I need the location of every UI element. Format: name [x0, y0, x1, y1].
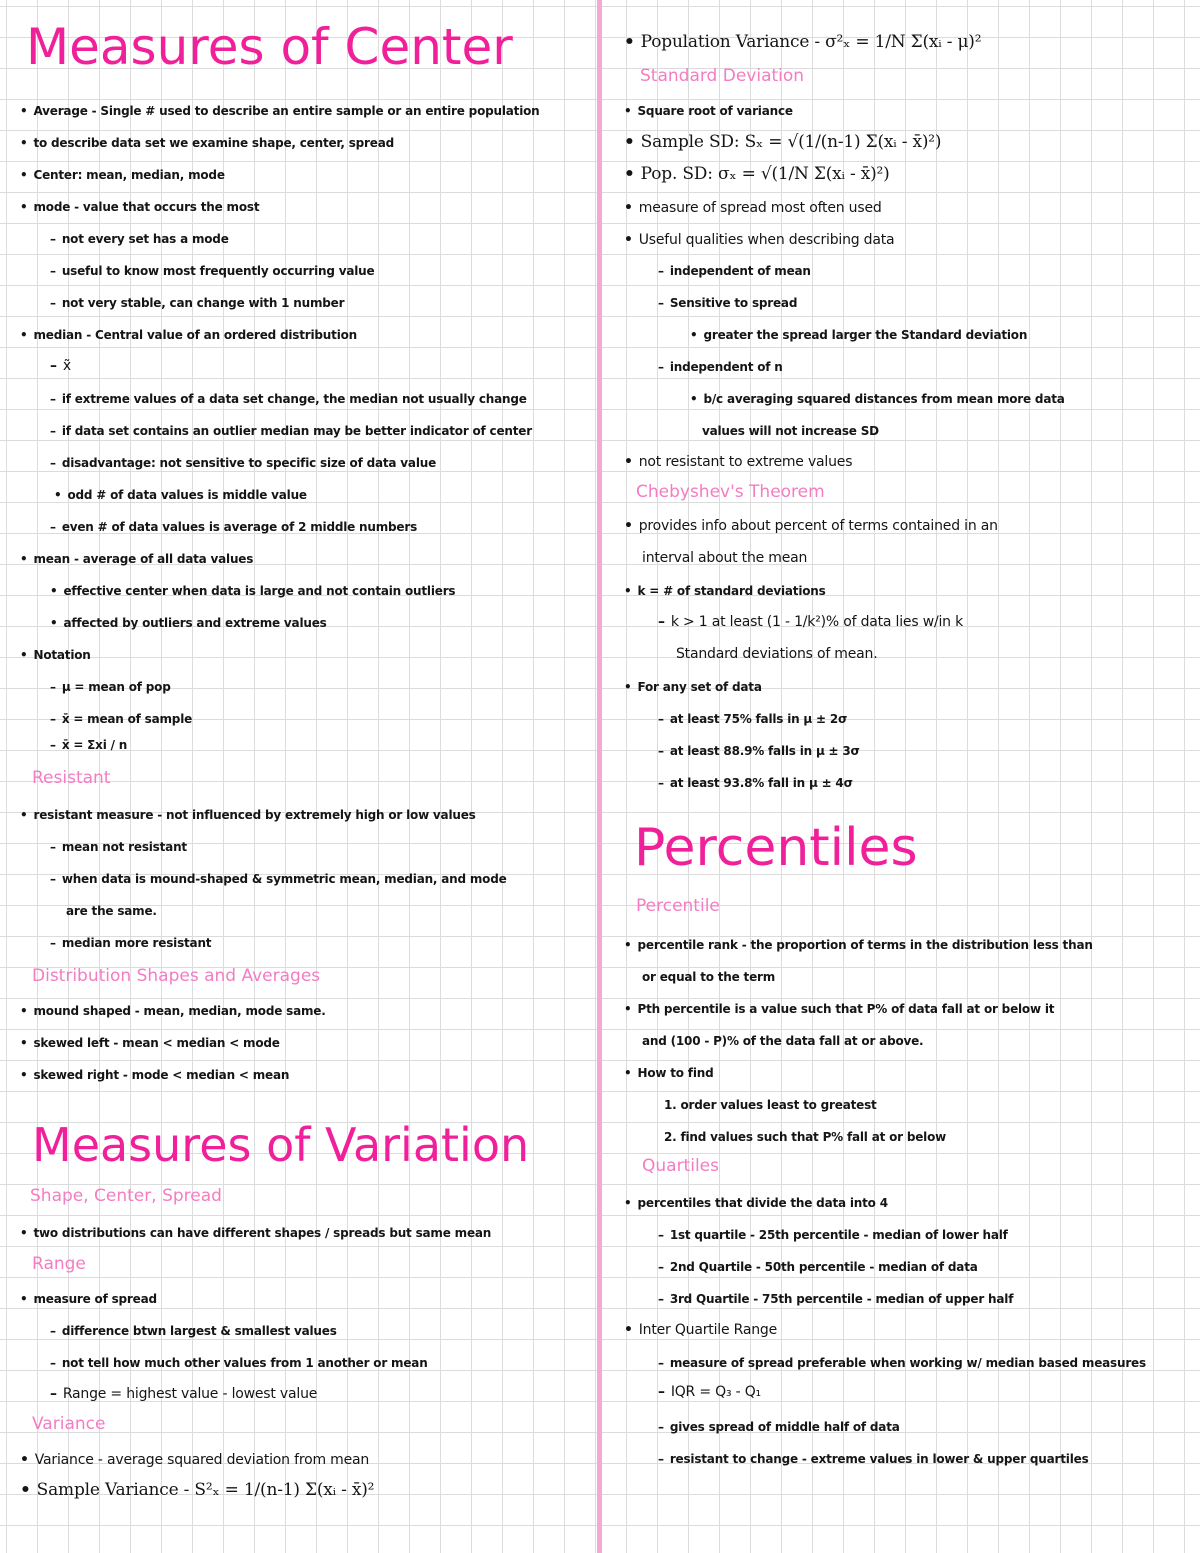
note-line: – x̄ = mean of sample — [50, 712, 192, 726]
chebyshev-heading: Chebyshev's Theorem — [636, 482, 825, 502]
note-line: – mean not resistant — [50, 840, 187, 854]
note-line: • Square root of variance — [624, 104, 793, 118]
note-line: – disadvantage: not sensitive to specific size of data value — [50, 456, 436, 470]
note-line: – Range = highest value - lowest value — [50, 1386, 317, 1402]
sample-sd-formula: • Sample SD: Sₓ = √(1/(n-1) Σ(xᵢ - x̄)²) — [624, 132, 941, 152]
note-line: • k = # of standard deviations — [624, 584, 826, 598]
note-line: – independent of n — [658, 360, 783, 374]
note-line: • Useful qualities when describing data — [624, 232, 894, 248]
note-line: • skewed right - mode < median < mean — [20, 1068, 289, 1082]
sample-variance-formula: • Sample Variance - S²ₓ = 1/(n-1) Σ(xᵢ - x̄)² — [20, 1480, 374, 1500]
note-line: – if data set contains an outlier median may be better indicator of center — [50, 424, 532, 438]
iqr-formula: – IQR = Q₃ - Q₁ — [658, 1384, 761, 1400]
note-line: – μ = mean of pop — [50, 680, 171, 694]
note-line: • greater the spread larger the Standard deviation — [690, 328, 1027, 342]
note-line: • percentile rank - the proportion of terms in the distribution less than — [624, 938, 1093, 952]
note-line: 1. order values least to greatest — [664, 1098, 877, 1112]
standard-deviation-heading: Standard Deviation — [640, 66, 805, 86]
note-line: • Variance - average squared deviation from mean — [20, 1452, 369, 1468]
note-line: • Center: mean, median, mode — [20, 168, 225, 182]
note-line: • Average - Single # used to describe an entire sample or an entire population — [20, 104, 540, 118]
note-line: – when data is mound-shaped & symmetric mean, median, and mode — [50, 872, 507, 886]
measures-of-variation-title: Measures of Variation — [32, 1118, 530, 1172]
note-line: 2. find values such that P% fall at or below — [664, 1130, 947, 1144]
percentile-heading: Percentile — [636, 896, 720, 916]
note-line: • How to find — [624, 1066, 713, 1080]
note-line: • mean - average of all data values — [20, 552, 253, 566]
note-line: • For any set of data — [624, 680, 762, 694]
note-line: • b/c averaging squared distances from mean more data — [690, 392, 1065, 406]
resistant-heading: Resistant — [32, 768, 111, 788]
percentiles-title: Percentiles — [634, 818, 918, 878]
note-line: • effective center when data is large and not contain outliers — [50, 584, 455, 598]
note-line: – x̄ = Σxi / n — [50, 738, 127, 752]
note-line: interval about the mean — [642, 550, 808, 566]
note-line: – Sensitive to spread — [658, 296, 797, 310]
note-line: • percentiles that divide the data into 4 — [624, 1196, 888, 1210]
note-line: – 2nd Quartile - 50th percentile - median of data — [658, 1260, 978, 1274]
note-line: – not tell how much other values from 1 another or mean — [50, 1356, 428, 1370]
note-line: • median - Central value of an ordered distribution — [20, 328, 357, 342]
note-line: – at least 75% falls in μ ± 2σ — [658, 712, 847, 726]
note-line: – measure of spread preferable when working w/ median based measures — [658, 1356, 1146, 1370]
note-line: • Pth percentile is a value such that P% of data fall at or below it — [624, 1002, 1054, 1016]
note-line: – x̃ — [50, 358, 71, 374]
note-line: – even # of data values is average of 2 middle numbers — [50, 520, 417, 534]
note-line: – difference btwn largest & smallest values — [50, 1324, 337, 1338]
note-line: – resistant to change - extreme values in lower & upper quartiles — [658, 1452, 1089, 1466]
note-line: are the same. — [66, 904, 157, 918]
note-line: • Notation — [20, 648, 91, 662]
note-line: • to describe data set we examine shape, center, spread — [20, 136, 394, 150]
variance-heading: Variance — [32, 1414, 106, 1434]
note-line: • Inter Quartile Range — [624, 1322, 777, 1338]
note-line: • mode - value that occurs the most — [20, 200, 259, 214]
note-line: – independent of mean — [658, 264, 811, 278]
distribution-shapes-heading: Distribution Shapes and Averages — [32, 966, 321, 986]
note-line: – 1st quartile - 25th percentile - median of lower half — [658, 1228, 1008, 1242]
note-line: and (100 - P)% of the data fall at or above. — [642, 1034, 924, 1048]
note-line: – at least 93.8% fall in μ ± 4σ — [658, 776, 853, 790]
note-line: values will not increase SD — [702, 424, 879, 438]
note-line: • provides info about percent of terms contained in an — [624, 518, 998, 534]
note-line: • odd # of data values is middle value — [54, 488, 307, 502]
note-line: • affected by outliers and extreme values — [50, 616, 327, 630]
note-line: • mound shaped - mean, median, mode same. — [20, 1004, 326, 1018]
quartiles-heading: Quartiles — [642, 1156, 719, 1176]
note-line: or equal to the term — [642, 970, 776, 984]
note-line: • not resistant to extreme values — [624, 454, 852, 470]
note-line: – not very stable, can change with 1 number — [50, 296, 344, 310]
range-heading: Range — [32, 1254, 86, 1274]
note-line: Standard deviations of mean. — [676, 646, 878, 662]
population-variance-formula: • Population Variance - σ²ₓ = 1/N Σ(xᵢ - μ)² — [624, 32, 981, 52]
note-line: – median more resistant — [50, 936, 211, 950]
measures-of-center-title: Measures of Center — [26, 18, 513, 76]
shape-center-spread-heading: Shape, Center, Spread — [30, 1186, 222, 1206]
note-line: – not every set has a mode — [50, 232, 229, 246]
note-line: • resistant measure - not influenced by extremely high or low values — [20, 808, 476, 822]
column-divider — [597, 0, 602, 1553]
note-line: • two distributions can have different shapes / spreads but same mean — [20, 1226, 491, 1240]
note-line: – gives spread of middle half of data — [658, 1420, 900, 1434]
note-line: – if extreme values of a data set change, the median not usually change — [50, 392, 527, 406]
note-line: – k > 1 at least (1 - 1/k²)% of data lies w/in k — [658, 614, 963, 630]
note-line: • measure of spread — [20, 1292, 157, 1306]
population-sd-formula: • Pop. SD: σₓ = √(1/N Σ(xᵢ - x̄)²) — [624, 164, 890, 184]
note-line: – 3rd Quartile - 75th percentile - median of upper half — [658, 1292, 1013, 1306]
note-line: – useful to know most frequently occurring value — [50, 264, 374, 278]
note-line: – at least 88.9% falls in μ ± 3σ — [658, 744, 860, 758]
note-line: • skewed left - mean < median < mode — [20, 1036, 280, 1050]
note-line: • measure of spread most often used — [624, 200, 882, 216]
